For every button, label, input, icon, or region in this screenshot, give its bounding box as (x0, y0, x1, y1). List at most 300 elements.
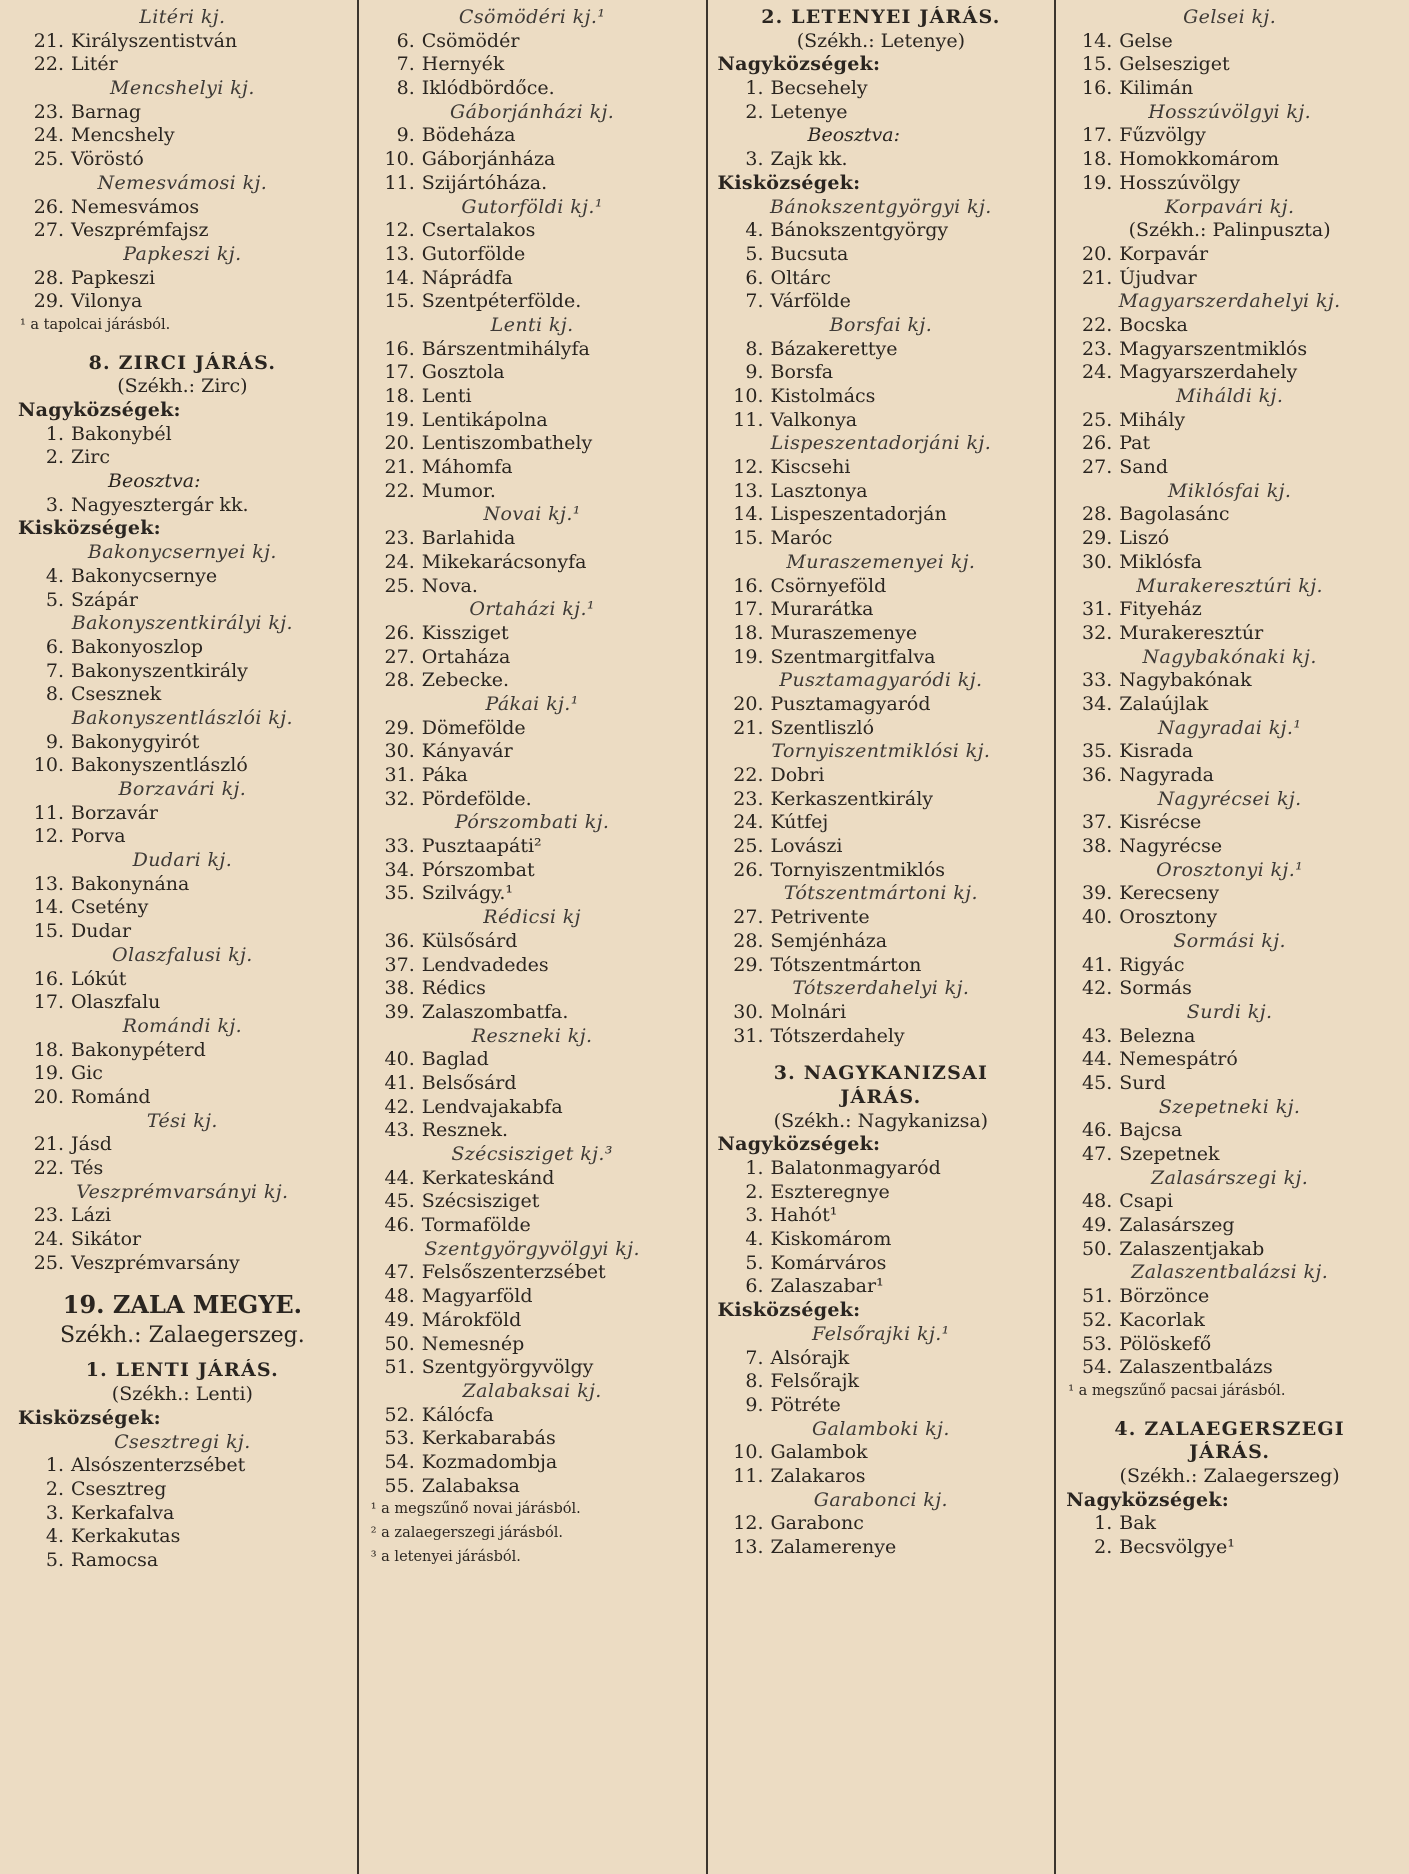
entry-number: 2. (745, 100, 764, 123)
subdistrict-heading: Lenti kj. (490, 313, 574, 336)
village-entry (18, 802, 347, 826)
village-entry (369, 788, 696, 812)
entry-number: 30. (1082, 550, 1113, 573)
entry-number: 41. (384, 1071, 415, 1094)
entry-number: 29. (733, 953, 764, 976)
entry-number: 24. (33, 1228, 64, 1251)
entry-number: 49. (384, 1308, 415, 1331)
village-entry (18, 290, 347, 314)
entry-number: 1. (745, 1157, 764, 1179)
entry-number: 32. (384, 787, 415, 810)
entry-number: 40. (1082, 906, 1113, 929)
entry-number: 41. (1082, 953, 1113, 976)
entry-name: Barnag (71, 100, 142, 123)
entry-name: Magyarszerdahely (1119, 361, 1298, 384)
entry-name: Márokföld (421, 1308, 522, 1331)
village-entry (1066, 1143, 1393, 1167)
entry-name: Tótszentmárton (770, 953, 922, 976)
entry-name: Kútfej (770, 811, 829, 834)
village-entry (1066, 1190, 1393, 1214)
entry-name: Szécsisziget (421, 1190, 540, 1213)
entry-name: Szentliszló (770, 716, 875, 739)
entry-name: Szentmargitfalva (770, 645, 936, 668)
entry-number: 48. (1082, 1190, 1113, 1213)
village-entry (18, 731, 347, 755)
village-entry (718, 1465, 1045, 1489)
category-label: Nagyközségek: (717, 1133, 881, 1156)
entry-number: 15. (733, 527, 764, 550)
village-entry (718, 1001, 1045, 1025)
entry-number: 25. (384, 574, 415, 597)
village-entry (1066, 1048, 1393, 1072)
entry-name: Veszprémfajsz (71, 219, 209, 242)
entry-number: 52. (1082, 1308, 1113, 1331)
village-entry (18, 873, 347, 897)
entry-name: Zalaszentjakab (1119, 1237, 1265, 1260)
entry-number: 14. (384, 266, 415, 289)
village-entry (369, 859, 696, 883)
village-entry (718, 1441, 1045, 1465)
village-entry (718, 622, 1045, 646)
entry-number: 27. (33, 219, 64, 242)
village-entry (18, 1252, 347, 1276)
subdistrict-heading: Pórszombati kj. (454, 811, 610, 834)
entry-number: 39. (384, 1000, 415, 1023)
village-entry (718, 1512, 1045, 1536)
subdistrict-heading: Olaszfalusi kj. (112, 943, 253, 966)
subdistrict-heading: Miklósfai kj. (1167, 479, 1292, 502)
entry-name: Kistolmács (770, 385, 876, 407)
subdistrict-heading: Magyarszerdahelyi kj. (1118, 290, 1341, 313)
subdistrict-heading: Zalaszentbalázsi kj. (1131, 1261, 1329, 1284)
village-entry (18, 1086, 347, 1110)
entry-number: 7. (745, 290, 764, 313)
entry-number: 22. (733, 764, 764, 786)
village-entry (1066, 124, 1393, 148)
entry-name: Pusztaapáti² (421, 835, 542, 858)
village-entry (1066, 1536, 1393, 1560)
entry-number: 55. (384, 1474, 415, 1497)
village-entry (369, 1475, 696, 1499)
entry-number: 23. (733, 787, 764, 810)
category-label: Nagyközségek: (1066, 1488, 1230, 1511)
entry-name: Semjénháza (770, 929, 888, 952)
entry-name: Oltárc (770, 266, 831, 289)
entry-number: 9. (745, 361, 764, 384)
subdistrict-heading: Novai kj.¹ (483, 503, 581, 526)
village-entry (18, 1454, 347, 1478)
entry-name: Börzönce (1119, 1285, 1210, 1308)
entry-name: Pölöskefő (1119, 1332, 1212, 1355)
village-entry (369, 1261, 696, 1285)
entry-number: 25. (33, 1251, 64, 1274)
entry-number: 19. (33, 1062, 64, 1085)
village-entry (718, 77, 1045, 101)
entry-number: 12. (384, 219, 415, 242)
entry-number: 18. (733, 621, 764, 644)
entry-name: Pat (1119, 432, 1151, 455)
entry-name: Sormás (1119, 977, 1192, 1000)
entry-name: Belsősárd (421, 1071, 517, 1094)
village-entry (369, 456, 696, 480)
footnote: ³ a letenyei járásból. (370, 1548, 521, 1565)
entry-number: 2. (45, 1477, 64, 1500)
entry-number: 36. (1082, 764, 1113, 786)
footnote: ² a zalaegerszegi járásból. (370, 1525, 563, 1541)
subdistrict-heading: Nagyrécsei kj. (1157, 787, 1302, 810)
entry-number: 19. (733, 645, 764, 668)
village-entry (18, 494, 347, 518)
subdistrict-heading: Pusztamagyaródi kj. (779, 669, 983, 692)
seat-note: (Székh.: Nagykanizsa) (773, 1109, 989, 1132)
village-entry (369, 1214, 696, 1238)
village-entry (718, 1157, 1045, 1181)
entry-name: Belezna (1119, 1024, 1196, 1047)
entry-name: Bakonyszentlászló (71, 754, 248, 777)
entry-number: 24. (1082, 361, 1113, 384)
village-entry (369, 1309, 696, 1333)
entry-number: 2. (45, 446, 64, 469)
entry-number: 47. (1082, 1143, 1113, 1165)
entry-number: 48. (384, 1285, 415, 1308)
subdistrict-heading: Surdi kj. (1186, 1000, 1273, 1023)
village-entry (718, 1394, 1045, 1418)
entry-number: 15. (33, 920, 64, 943)
entry-name: Kisrécse (1119, 811, 1202, 834)
entry-name: Nova. (421, 574, 478, 597)
entry-name: Zalaszabar¹ (770, 1275, 884, 1298)
village-entry (18, 1062, 347, 1086)
entry-name: Rigyác (1119, 953, 1185, 976)
village-entry (718, 598, 1045, 622)
village-entry (1066, 669, 1393, 693)
subdistrict-heading: Murakeresztúri kj. (1136, 574, 1323, 597)
village-entry (369, 1001, 696, 1025)
entry-name: Garabonc (770, 1512, 864, 1535)
entry-number: 19. (1082, 171, 1113, 194)
entry-name: Letenye (770, 100, 848, 123)
village-entry (718, 361, 1045, 385)
village-entry (1066, 811, 1393, 835)
village-entry (369, 290, 696, 314)
column-4 (1054, 0, 1403, 1874)
village-entry (369, 30, 696, 54)
village-entry (1066, 551, 1393, 575)
entry-number: 3. (745, 148, 764, 171)
entry-number: 10. (733, 1441, 764, 1464)
entry-number: 34. (384, 858, 415, 881)
entry-name: Tótszerdahely (770, 1024, 905, 1047)
entry-name: Orosztony (1119, 906, 1218, 929)
subdistrict-heading: Mencshelyi kj. (109, 77, 255, 100)
entry-name: Gelsesziget (1119, 53, 1230, 76)
entry-number: 4. (745, 219, 764, 242)
entry-name: Zalaszentbalázs (1119, 1356, 1273, 1379)
village-entry (718, 717, 1045, 741)
entry-number: 38. (1082, 835, 1113, 858)
entry-number: 37. (384, 953, 415, 976)
village-entry (1066, 1072, 1393, 1096)
entry-name: Hernyék (421, 53, 505, 76)
entry-number: 6. (745, 1275, 764, 1298)
village-entry (18, 101, 347, 125)
entry-name: Zajk kk. (770, 148, 848, 171)
spacer (18, 1275, 347, 1289)
village-entry (718, 1025, 1045, 1049)
entry-number: 28. (384, 669, 415, 692)
entry-name: Murakeresztúr (1119, 621, 1264, 644)
column-1 (8, 0, 357, 1874)
village-entry (1066, 172, 1393, 196)
village-entry (369, 646, 696, 670)
village-entry (369, 243, 696, 267)
entry-number: 13. (733, 1536, 764, 1558)
entry-number: 17. (33, 991, 64, 1014)
entry-number: 11. (733, 1464, 764, 1487)
subdistrict-heading: Galamboki kj. (811, 1417, 950, 1440)
entry-number: 25. (733, 835, 764, 858)
entry-number: 3. (745, 1204, 764, 1227)
entry-number: 31. (733, 1024, 764, 1047)
entry-name: Kerecseny (1119, 882, 1220, 905)
entry-name: Bajcsa (1119, 1119, 1183, 1142)
village-entry (369, 1404, 696, 1428)
seat-note: (Székh.: Letenye) (796, 29, 966, 52)
entry-name: Felsőrajk (770, 1370, 859, 1393)
entry-name: Lenti (421, 385, 472, 407)
entry-name: Lentikápolna (421, 408, 548, 431)
entry-number: 23. (384, 527, 415, 550)
entry-name: Tormafölde (421, 1214, 531, 1237)
entry-name: Kiscsehi (770, 456, 851, 479)
entry-number: 3. (45, 493, 64, 516)
entry-name: Mikekarácsonyfa (421, 550, 587, 573)
entry-name: Zirc (71, 446, 111, 469)
village-entry (18, 968, 347, 992)
village-entry (18, 423, 347, 447)
entry-number: 42. (384, 1095, 415, 1118)
entry-number: 39. (1082, 882, 1113, 905)
village-entry (18, 30, 347, 54)
subdistrict-heading: Orosztonyi kj.¹ (1156, 858, 1304, 881)
entry-number: 18. (33, 1038, 64, 1061)
entry-number: 17. (384, 361, 415, 384)
entry-name: Borzavár (71, 801, 158, 824)
entry-number: 30. (384, 740, 415, 763)
village-entry (369, 1167, 696, 1191)
village-entry (18, 53, 347, 77)
entry-number: 25. (1082, 408, 1113, 431)
entry-number: 37. (1082, 811, 1113, 834)
entry-number: 30. (733, 1000, 764, 1023)
entry-number: 9. (745, 1393, 764, 1416)
entry-name: Kiskomárom (770, 1228, 892, 1251)
column-3 (706, 0, 1055, 1874)
village-entry (369, 172, 696, 196)
entry-number: 26. (733, 858, 764, 881)
entry-name: Kerkabarabás (421, 1427, 556, 1450)
district-heading: 8. ZIRCI JÁRÁS. (88, 351, 277, 374)
entry-number: 10. (733, 385, 764, 407)
entry-name: Náprádfa (421, 266, 513, 289)
entry-name: Csörnyeföld (770, 574, 887, 597)
village-entry (718, 385, 1045, 409)
village-entry (369, 551, 696, 575)
entry-name: Kerkaszentkirály (770, 787, 934, 810)
entry-number: 51. (1082, 1285, 1113, 1308)
entry-name: Iklódbördőce. (421, 77, 555, 100)
entry-name: Pórszombat (421, 858, 535, 881)
village-entry (369, 77, 696, 101)
entry-number: 28. (733, 929, 764, 952)
entry-number: 44. (384, 1166, 415, 1189)
entry-number: 10. (384, 148, 415, 171)
entry-name: Újudvar (1119, 266, 1197, 289)
category-label: Nagyközségek: (18, 399, 181, 421)
village-entry (718, 1181, 1045, 1205)
subdistrict-heading: Bakonyszentkirályi kj. (71, 612, 293, 635)
village-entry (369, 1096, 696, 1120)
entry-name: Kozmadombja (421, 1450, 558, 1473)
entry-name: Külsősárd (421, 929, 518, 952)
entry-number: 43. (1082, 1024, 1113, 1047)
entry-number: 20. (733, 692, 764, 715)
entry-number: 4. (45, 564, 64, 587)
entry-name: Sand (1119, 456, 1168, 479)
entry-name: Valkonya (770, 408, 858, 431)
entry-name: Litér (71, 53, 118, 76)
entry-name: Mencshely (71, 124, 175, 147)
county-heading: 19. ZALA MEGYE. (62, 1290, 302, 1320)
village-entry (1066, 1214, 1393, 1238)
entry-number: 21. (1082, 266, 1113, 289)
entry-number: 32. (1082, 621, 1113, 644)
entry-number: 26. (1082, 432, 1113, 455)
entry-name: Pördefölde. (421, 787, 532, 810)
entry-number: 2. (745, 1180, 764, 1203)
village-entry (369, 480, 696, 504)
entry-name: Magyarszentmiklós (1119, 337, 1308, 360)
village-entry (718, 835, 1045, 859)
village-entry (369, 1451, 696, 1475)
entry-number: 16. (733, 574, 764, 597)
village-entry (369, 882, 696, 906)
entry-name: Fűzvölgy (1119, 124, 1206, 147)
entry-name: Alsórajk (770, 1346, 850, 1369)
entry-number: 11. (733, 408, 764, 431)
entry-number: 8. (745, 1370, 764, 1393)
entry-name: Bucsuta (770, 242, 849, 265)
district-heading: JÁRÁS. (840, 1085, 922, 1108)
village-entry (718, 906, 1045, 930)
district-heading: 1. LENTI JÁRÁS. (85, 1359, 279, 1382)
entry-name: Csesztreg (71, 1477, 167, 1500)
entry-number: 6. (745, 266, 764, 289)
village-entry (718, 1347, 1045, 1371)
entry-number: 31. (1082, 598, 1113, 621)
entry-name: Liszó (1119, 527, 1170, 550)
village-entry (718, 243, 1045, 267)
entry-number: 25. (33, 148, 64, 171)
entry-number: 24. (384, 550, 415, 573)
subdistrict-heading: Pákai kj.¹ (485, 692, 579, 715)
village-entry (718, 480, 1045, 504)
category-label: Nagyközségek: (717, 53, 881, 76)
entry-name: Gáborjánháza (421, 148, 556, 171)
village-entry (1066, 1309, 1393, 1333)
entry-number: 18. (384, 385, 415, 407)
village-entry (718, 1228, 1045, 1252)
village-entry (18, 1549, 347, 1573)
entry-number: 17. (733, 598, 764, 621)
entry-name: Maróc (770, 527, 833, 550)
village-entry (18, 1039, 347, 1063)
assigned-label: Beosztva: (807, 124, 901, 147)
entry-name: Csömödér (421, 29, 520, 52)
village-entry (18, 991, 347, 1015)
subdistrict-heading: Bakonycsernyei kj. (87, 541, 277, 564)
entry-name: Molnári (770, 1000, 847, 1023)
village-entry (369, 669, 696, 693)
subdistrict-heading: Szécsisziget kj.³ (451, 1143, 613, 1165)
entry-number: 45. (1082, 1071, 1113, 1094)
village-entry (369, 124, 696, 148)
entry-number: 46. (384, 1214, 415, 1237)
entry-number: 24. (733, 811, 764, 834)
village-entry (718, 646, 1045, 670)
entry-number: 4. (45, 1525, 64, 1548)
entry-number: 16. (1082, 77, 1113, 100)
entry-name: Kálócfa (421, 1403, 494, 1426)
entry-name: Kányavár (421, 740, 513, 763)
entry-name: Gelse (1119, 29, 1173, 52)
entry-number: 4. (745, 1228, 764, 1251)
district-heading: JÁRÁS. (1189, 1441, 1271, 1464)
entry-number: 21. (33, 1133, 64, 1156)
entry-name: Tornyiszentmiklós (770, 858, 946, 881)
assigned-label: Beosztva: (108, 470, 201, 493)
entry-number: 53. (384, 1427, 415, 1450)
entry-name: Páka (421, 764, 468, 786)
entry-name: Pötréte (770, 1393, 841, 1416)
subdistrict-heading: Romándi kj. (122, 1014, 243, 1037)
village-entry (18, 565, 347, 589)
village-entry (1066, 361, 1393, 385)
entry-name: Komárváros (770, 1251, 887, 1274)
seat-note: (Székh.: Zirc) (117, 375, 248, 398)
entry-name: Kissziget (421, 621, 509, 644)
village-entry (18, 1133, 347, 1157)
subdistrict-heading: Tési kj. (146, 1109, 218, 1132)
entry-number: 33. (384, 835, 415, 858)
entry-name: Kisrada (1119, 740, 1194, 763)
village-entry (18, 825, 347, 849)
village-entry (18, 1525, 347, 1549)
entry-name: Nagyrécse (1119, 835, 1223, 858)
village-entry (18, 196, 347, 220)
village-entry (1066, 835, 1393, 859)
entry-number: 29. (1082, 527, 1113, 550)
village-entry (1066, 1238, 1393, 1262)
village-entry (1066, 1285, 1393, 1309)
village-entry (1066, 409, 1393, 433)
subdistrict-heading: Szentgyörgyvölgyi kj. (424, 1237, 640, 1260)
entry-name: Muraszemenye (770, 621, 918, 644)
village-entry (1066, 243, 1393, 267)
entry-name: Miklósfa (1119, 550, 1202, 573)
entry-name: Bakonyszentkirály (71, 659, 248, 682)
entry-name: Homokkomárom (1119, 148, 1280, 171)
